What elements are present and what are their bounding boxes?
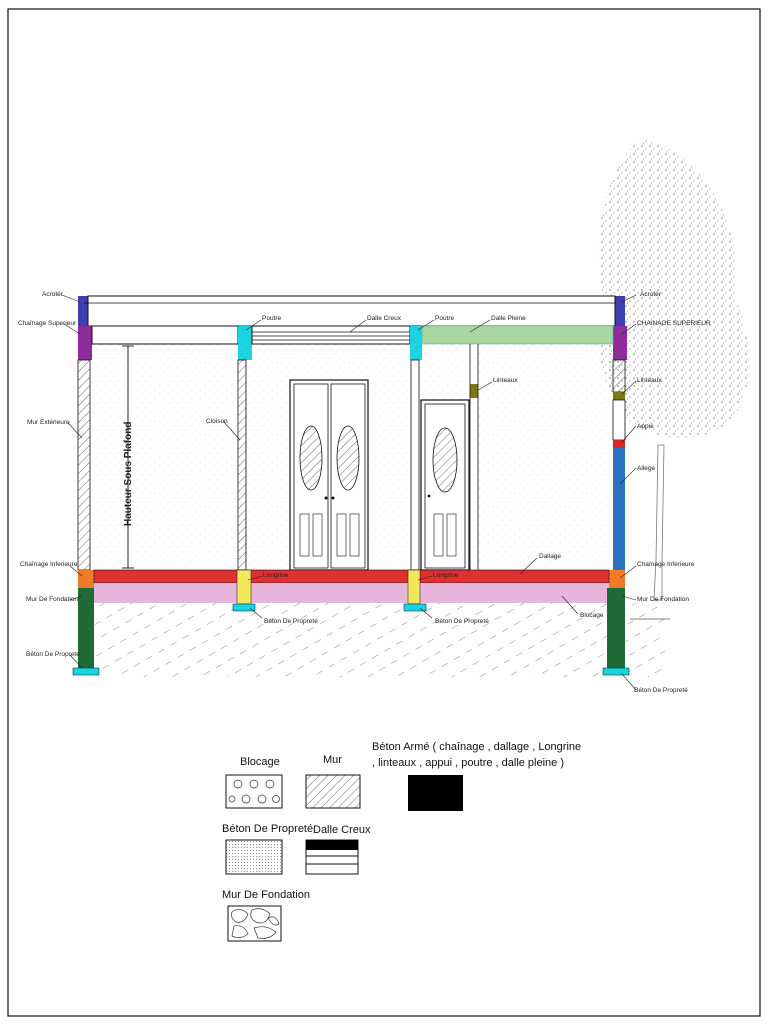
label-beton-proprete-1: Béton De Propreté bbox=[264, 618, 318, 625]
legend-beton-arme-line2: , linteaux , appui , poutre , dalle pleine ) bbox=[372, 757, 565, 769]
longrine-1 bbox=[237, 570, 251, 604]
label-longrine-2: Longrine bbox=[433, 572, 459, 579]
dallage bbox=[94, 570, 609, 583]
single-door bbox=[421, 400, 469, 570]
chainage-superieur-left bbox=[78, 326, 92, 360]
legend-dalle-creux-title: Dalle Creux bbox=[313, 824, 371, 836]
longrine-2 bbox=[408, 570, 420, 604]
acroter-left bbox=[78, 296, 88, 326]
dalle-pleine bbox=[422, 326, 613, 344]
legend-mur-fondation-swatch bbox=[228, 906, 281, 941]
label-mur-exterieure: Mur Extérieure bbox=[27, 419, 70, 426]
acroter-right bbox=[615, 296, 625, 326]
label-allege: Allege bbox=[637, 465, 656, 472]
appui bbox=[613, 440, 625, 448]
legend-mur-title: Mur bbox=[323, 754, 342, 766]
label-mur-fondation-right: Mur De Fondation bbox=[637, 596, 690, 603]
window-opening bbox=[613, 400, 625, 440]
legend-blocage-swatch bbox=[226, 775, 282, 808]
legend-mur-fondation-title: Mur De Fondation bbox=[222, 889, 311, 901]
legend-dalle-creux-swatch bbox=[306, 840, 358, 874]
label-appui: Appui bbox=[637, 423, 654, 430]
legend-beton-proprete-swatch bbox=[226, 840, 282, 874]
label-beton-proprete-right: Béton De Propreté bbox=[634, 687, 688, 694]
label-dallage: Dallage bbox=[539, 553, 562, 560]
label-acroter-right: Acrotér bbox=[640, 291, 661, 298]
legend-blocage-title: Blocage bbox=[240, 756, 280, 768]
cloison-wall bbox=[238, 360, 246, 570]
legend bbox=[222, 741, 581, 941]
beton-proprete-left bbox=[73, 668, 99, 675]
linteaux-door bbox=[470, 384, 478, 398]
label-beton-proprete-2: Béton De Propreté bbox=[435, 618, 489, 625]
legend-beton-arme-swatch bbox=[408, 775, 463, 811]
label-blocage: Blocage bbox=[580, 612, 604, 619]
allege bbox=[613, 448, 625, 570]
label-dalle-pleine: Dalle Pleine bbox=[491, 315, 526, 322]
label-chainage-sup-left: Chaînage Superieur bbox=[18, 320, 77, 327]
mur-fondation-left bbox=[78, 588, 94, 668]
chainage-inferieure-left bbox=[78, 570, 94, 588]
label-acroter-left: Acrotér bbox=[42, 291, 63, 298]
chainage-inferieure-right bbox=[609, 570, 625, 588]
beton-proprete-1 bbox=[233, 604, 255, 611]
legend-mur-swatch bbox=[306, 775, 360, 808]
label-dalle-creux: Dalle Creux bbox=[367, 315, 401, 322]
label-longrine-1: Longrine bbox=[263, 572, 289, 579]
double-door bbox=[290, 380, 368, 570]
hauteur-sous-plafond-label: Hauteur Sous Plafond bbox=[123, 421, 134, 526]
label-chainage-inf-left: Chaînage Inferieure bbox=[20, 561, 78, 568]
beton-proprete-right bbox=[603, 668, 629, 675]
label-chainage-inf-right: Chaînage Inferieure bbox=[637, 561, 695, 568]
label-beton-proprete-left: Béton De Propreté bbox=[26, 651, 80, 658]
mur-fondation-right bbox=[607, 588, 625, 668]
legend-beton-proprete-title: Béton De Propreté bbox=[222, 823, 314, 835]
right-wall-upper bbox=[613, 360, 625, 392]
label-poutre-2: Poutre bbox=[435, 315, 455, 322]
label-mur-fondation-left: Mur De Fondation bbox=[26, 596, 79, 603]
label-linteaux-1: Linteaux bbox=[493, 377, 518, 384]
legend-beton-arme-line1: Béton Armé ( chaînage , dallage , Longrine bbox=[372, 741, 582, 753]
blocage bbox=[94, 583, 609, 603]
label-poutre-1: Poutre bbox=[262, 315, 282, 322]
roof-parapet bbox=[88, 296, 615, 326]
label-linteaux-2: Linteaux bbox=[637, 377, 662, 384]
partition-wall bbox=[411, 360, 419, 570]
dalle-creux-slab bbox=[252, 326, 410, 344]
label-cloison: Cloison bbox=[206, 418, 228, 425]
mur-exterieure-left bbox=[78, 360, 90, 570]
label-chainage-sup-right: CHAINAGE SUPERIEUR bbox=[637, 320, 711, 327]
slab-band-left bbox=[92, 326, 238, 344]
chainage-superieur-right bbox=[613, 326, 627, 360]
